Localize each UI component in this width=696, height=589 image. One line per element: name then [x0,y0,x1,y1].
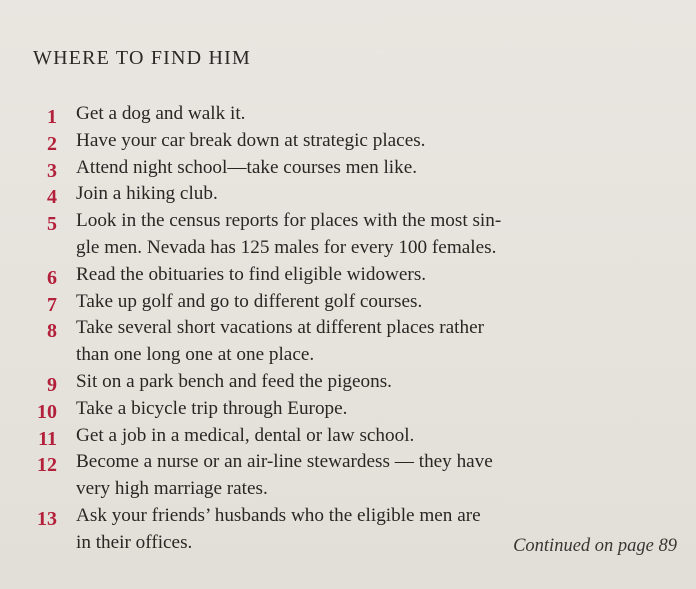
item-text-line: Take several short vacations at different places rather [76,317,484,339]
item-text [76,208,676,262]
list-item [0,315,696,369]
item-number: 3 [47,159,57,182]
item-text [76,315,676,369]
item-text-line: Ask your friends’ husbands who the eligible men are [76,504,481,526]
item-number: 11 [38,427,57,450]
item-text-line: Become a nurse or an air-line stewardess — they have [76,451,493,473]
list-item [0,369,696,396]
list-item [0,449,696,503]
list-item [0,155,696,182]
item-text-line: Sit on a park bench and feed the pigeons. [76,370,392,392]
item-text [76,396,676,423]
item-text-line: than one long one at one place. [76,344,315,366]
list-item [0,128,696,155]
item-number: 9 [47,373,57,396]
item-text [76,369,676,396]
item-text-line: Take a bicycle trip through Europe. [76,397,348,419]
tips-list [0,101,696,557]
item-number: 7 [47,293,57,316]
list-item [0,262,696,289]
item-text [76,449,676,503]
item-text-line: in their offices. [76,531,193,553]
item-text [76,262,676,289]
section-heading: WHERE TO FIND HIM [33,47,251,69]
continued-note: Continued on page 89 [513,536,677,556]
item-text-line: Get a job in a medical, dental or law school. [76,424,415,446]
item-text [76,423,676,450]
item-number: 6 [47,266,57,289]
item-text [76,101,676,128]
list-item [0,181,696,208]
item-number: 8 [47,320,57,343]
item-text-line: Take up golf and go to different golf courses. [76,290,423,312]
item-number: 5 [47,213,57,236]
item-text-line: gle men. Nevada has 125 males for every 100 females. [76,236,497,258]
list-item [0,289,696,316]
list-item [0,396,696,423]
item-number: 10 [37,400,57,423]
item-text [76,181,676,208]
item-text-line: Look in the census reports for places with the most sin- [76,210,502,232]
item-number: 4 [47,186,57,209]
list-item [0,423,696,450]
item-text-line: Join a hiking club. [76,183,218,205]
item-text-line: Have your car break down at strategic places. [76,129,426,151]
list-item [0,101,696,128]
item-text-line: Read the obituaries to find eligible widowers. [76,263,427,285]
item-number: 2 [47,132,57,155]
item-text-line: very high marriage rates. [76,478,268,500]
item-number: 13 [37,507,57,530]
item-text-line: Attend night school—take courses men like. [76,156,418,178]
item-text [76,155,676,182]
item-number: 12 [37,454,57,477]
item-number: 1 [47,106,57,128]
item-text [76,128,676,155]
item-text [76,289,676,316]
item-text-line: Get a dog and walk it. [76,103,246,124]
list-item [0,208,696,262]
